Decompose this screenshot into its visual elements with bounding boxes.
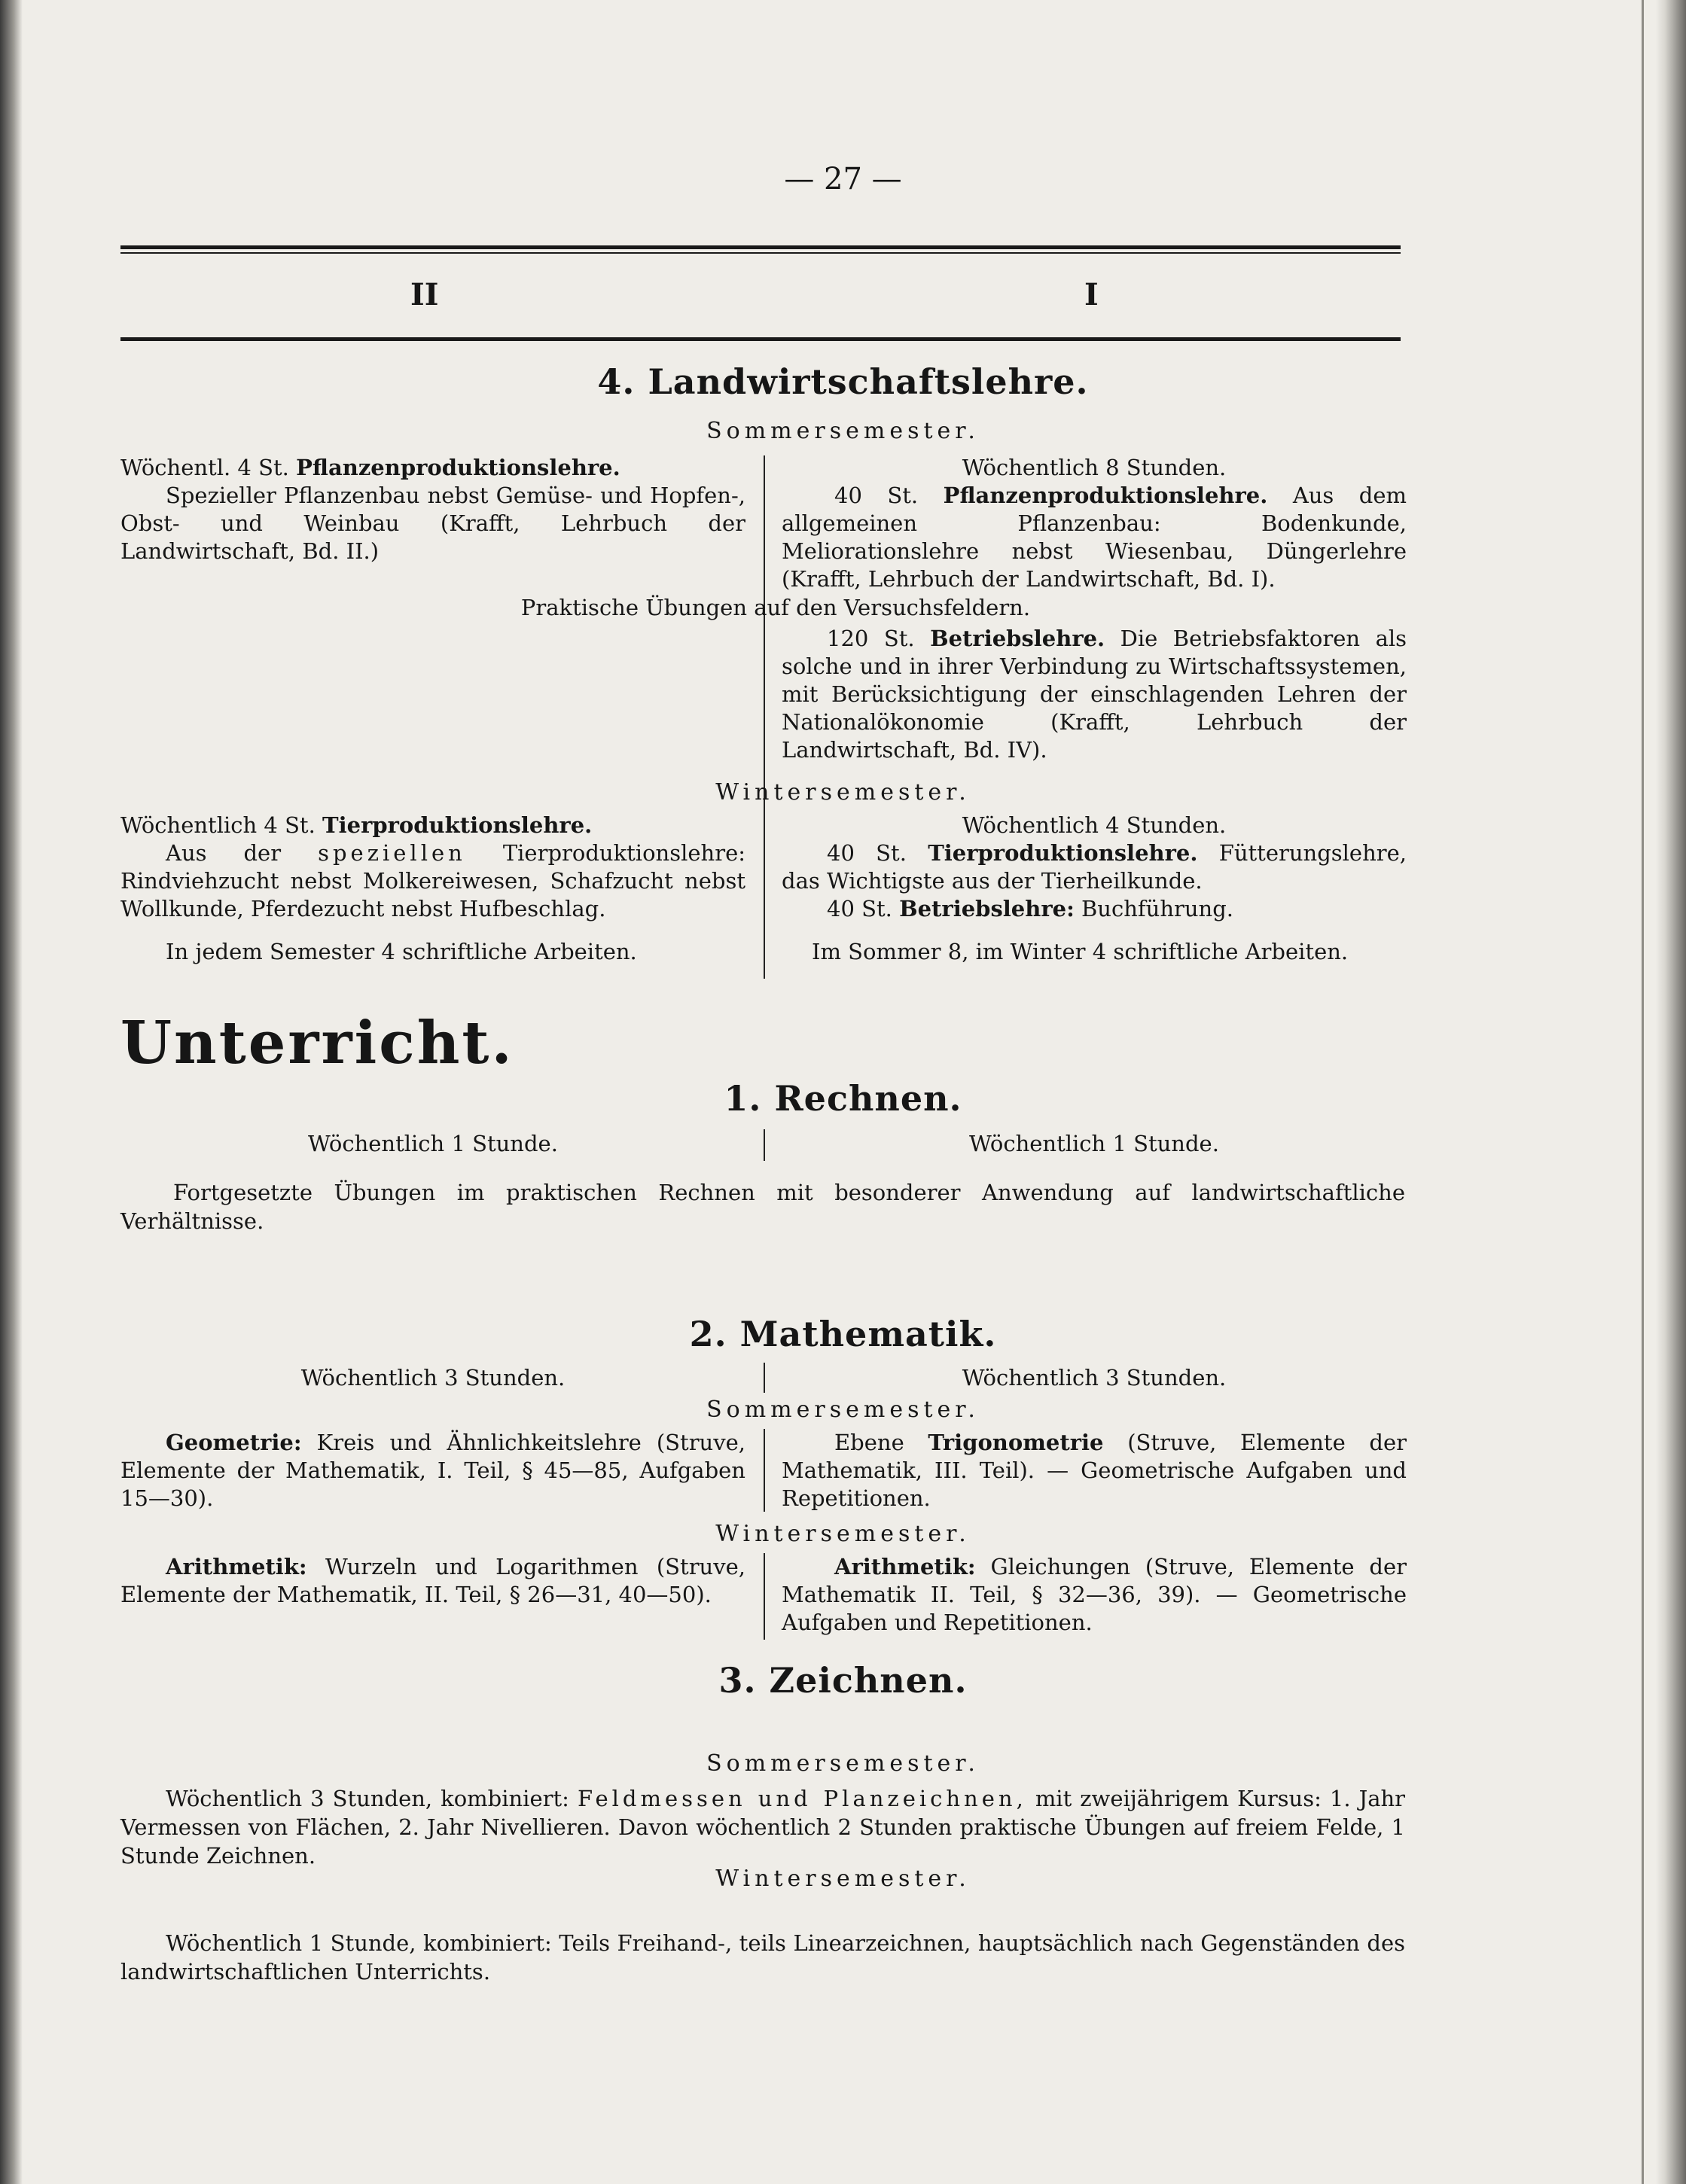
description: Aus dem allgemeinen Pflanzenbau: Bodenkunde, Meliorationslehre nebst Wiesenbau, Düngerlehre (Krafft, Lehrbuch der Landwirtschaft, Bd. I). bbox=[782, 483, 1407, 592]
description: Gleichungen (Struve, Elemente der Mathematik II. Teil, § 32—36, 39). — Geometrische Aufgaben und Repetitionen. bbox=[782, 1554, 1407, 1635]
math-summer-right bbox=[782, 1429, 1407, 1512]
landwirtschaft-summer-left bbox=[120, 454, 745, 565]
winter-semester-label: Wintersemester. bbox=[715, 779, 971, 806]
rechnen-right-hours: Wöchentlich 1 Stunde. bbox=[969, 1131, 1219, 1156]
description: Kreis und Ähnlichkeitslehre (Struve, Elemente der Mathematik, I. Teil, § 45—85, Aufgaben 15—30). bbox=[120, 1430, 746, 1511]
math-summer-left bbox=[120, 1429, 745, 1512]
subject: Geometrie: bbox=[166, 1430, 302, 1455]
rechnen-left-hours: Wöchentlich 1 Stunde. bbox=[308, 1131, 558, 1156]
hours-prefix: 120 St. bbox=[827, 626, 915, 651]
landwirtschaft-summer-right bbox=[782, 454, 1407, 593]
subject: Arithmetik: bbox=[834, 1554, 976, 1579]
column-divider bbox=[764, 1129, 765, 1161]
math-winter-right bbox=[782, 1553, 1407, 1637]
hours-prefix: 40 St. bbox=[827, 840, 907, 866]
description: Fütterungslehre, das Wichtigste aus der Tierheilkunde. bbox=[782, 840, 1407, 894]
column-divider bbox=[764, 1363, 765, 1393]
text-spaced: Feldmessen und Planzeichnen, bbox=[577, 1786, 1027, 1811]
hours: Wöchentlich 8 Stunden. bbox=[962, 455, 1227, 480]
unterricht-title: Unterricht. bbox=[120, 1009, 514, 1077]
text-b: Tierproduktionslehre: Rindviehzucht nebst Molkereiwesen, Schafzucht nebst Wollkunde, Pferdezucht nebst Hufbeschlag. bbox=[120, 840, 746, 921]
subject: Pflanzenproduktionslehre. bbox=[943, 483, 1268, 508]
math-summer-label: Sommersemester. bbox=[706, 1397, 980, 1423]
text-b: mit zweijährigem Kursus: 1. Jahr Vermessen von Flächen, 2. Jahr Nivellieren. Davon wöchentlich 2 Stunden praktische Übungen auf freiem Felde, 1 Stunde Zeichnen. bbox=[120, 1786, 1406, 1869]
description: (Struve, Elemente der Mathematik, III. Teil). — Geometrische Aufgaben und Repetitionen. bbox=[782, 1430, 1407, 1511]
summer-semester-label: Sommersemester. bbox=[706, 418, 980, 444]
column-divider bbox=[764, 455, 765, 979]
papers-line: In jedem Semester 4 schriftliche Arbeiten. bbox=[166, 939, 637, 964]
papers-line: Im Sommer 8, im Winter 4 schriftliche Arbeiten. bbox=[812, 939, 1349, 964]
description: Spezieller Pflanzenbau nebst Gemüse- und Hopfen-, Obst- und Weinbau (Krafft, Lehrbuch der Landwirtschaft, Bd. II.) bbox=[120, 483, 745, 564]
landwirtschaft-summer-right-2 bbox=[782, 625, 1407, 764]
subject: Pflanzenproduktionslehre. bbox=[296, 455, 620, 480]
subject: Trigonometrie bbox=[928, 1430, 1104, 1455]
hours: Wöchentl. 4 St. bbox=[120, 455, 289, 480]
hours: Wöchentlich 4 Stunden. bbox=[962, 812, 1227, 838]
practical-exercises-line: Praktische Übungen auf den Versuchsfeldern. bbox=[520, 595, 1031, 620]
text-a: Wöchentlich 3 Stunden, kombiniert: bbox=[166, 1786, 569, 1811]
zeichnen-winter-label: Wintersemester. bbox=[715, 1866, 971, 1892]
zeichnen-summer-label: Sommersemester. bbox=[706, 1750, 980, 1777]
column-divider bbox=[764, 1553, 765, 1640]
header-rule-top-thin bbox=[120, 252, 1401, 254]
section-title-mathematik: 2. Mathematik. bbox=[689, 1314, 997, 1354]
section-title-rechnen: 1. Rechnen. bbox=[724, 1078, 962, 1119]
subject: Betriebslehre: bbox=[899, 896, 1075, 921]
prefix: Ebene bbox=[834, 1430, 904, 1455]
page-number: — 27 — bbox=[784, 162, 902, 196]
math-right-hours: Wöchentlich 3 Stunden. bbox=[962, 1365, 1227, 1391]
subject: Tierproduktionslehre. bbox=[322, 812, 593, 838]
subject: Arithmetik: bbox=[166, 1554, 307, 1579]
text-a: Aus der bbox=[166, 840, 282, 866]
section-title-landwirtschaftslehre: 4. Landwirtschaftslehre. bbox=[597, 361, 1089, 402]
subject: Betriebslehre. bbox=[930, 626, 1105, 651]
text-spaced: speziellen bbox=[318, 840, 466, 866]
zeichnen-summer-text bbox=[120, 1784, 1405, 1870]
description: Die Betriebsfaktoren als solche und in ihrer Verbindung zu Wirtschaftssystemen, mit Berücksichtigung der einschlagenden Lehren der Nationalökonomie (Krafft, Lehrbuch der Landwirtschaft, Bd. IV). bbox=[782, 626, 1407, 763]
rechnen-description: Fortgesetzte Übungen im praktischen Rechnen mit besonderer Anwendung auf landwirtschaftliche Verhältnisse. bbox=[120, 1180, 1405, 1234]
section-title-zeichnen: 3. Zeichnen. bbox=[718, 1660, 968, 1701]
hours: Wöchentlich 4 St. bbox=[120, 812, 316, 838]
landwirtschaft-winter-left bbox=[120, 812, 745, 966]
column-divider bbox=[764, 1429, 765, 1512]
column-header-left: II bbox=[410, 277, 439, 312]
description: Wurzeln und Logarithmen (Struve, Elemente der Mathematik, II. Teil, § 26—31, 40—50). bbox=[120, 1554, 745, 1607]
landwirtschaft-winter-right bbox=[782, 812, 1407, 966]
column-header-right: I bbox=[1084, 277, 1099, 312]
header-rule-bottom bbox=[120, 337, 1401, 341]
math-winter-left bbox=[120, 1553, 745, 1609]
hours-prefix: 40 St. bbox=[834, 483, 919, 508]
math-left-hours: Wöchentlich 3 Stunden. bbox=[300, 1365, 566, 1391]
hours-prefix: 40 St. bbox=[827, 896, 892, 921]
subject: Tierproduktionslehre. bbox=[928, 840, 1198, 866]
zeichnen-winter-text: Wöchentlich 1 Stunde, kombiniert: Teils Freihand-, teils Linearzeichnen, hauptsächlich nach Gegenständen des landwirtschaftlichen Unterrichts. bbox=[120, 1930, 1405, 1984]
math-winter-label: Wintersemester. bbox=[715, 1521, 971, 1547]
header-rule-top bbox=[120, 245, 1401, 249]
description: Buchführung. bbox=[1081, 896, 1233, 921]
